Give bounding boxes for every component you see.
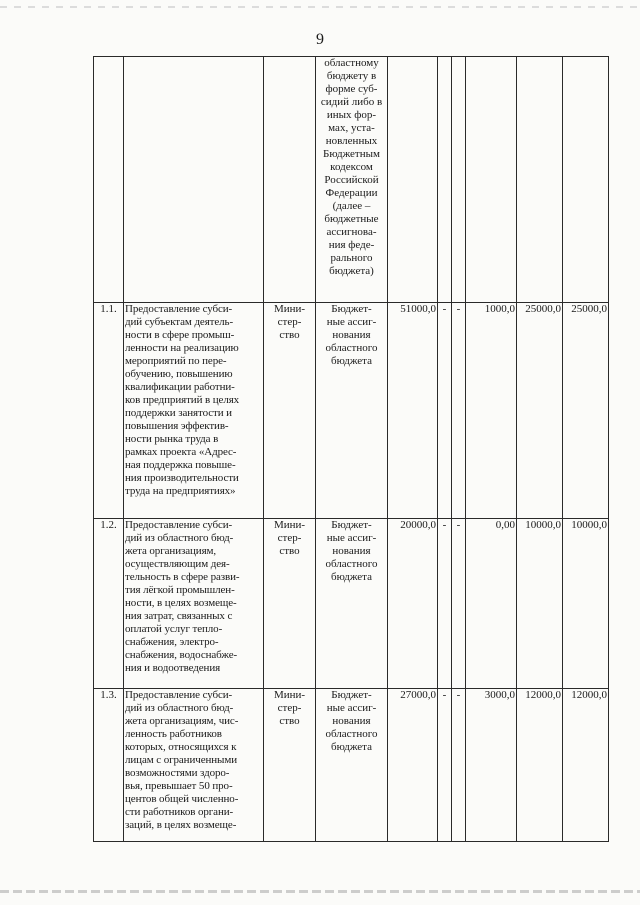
description-text: Предоставление субси- дий из областного бюд- жета организациям, осуществляющим дея- тельность в сфере разви- тия лёгкой промышлен- ности, в целях возмеще- ния затрат, связанных с оплатой услуг тепло- снабжения, электро- снабжения, водоснабже- ния и водоотведения — [125, 519, 240, 674]
row-col5: - — [438, 303, 452, 519]
table-row — [94, 519, 609, 689]
row-executor — [264, 303, 316, 519]
scan-edge-bottom — [0, 890, 640, 893]
row-year3: 12000,0 — [563, 689, 609, 842]
row-total: 51000,0 — [388, 303, 438, 519]
row-year1: 0,00 — [466, 519, 517, 689]
description-text: Предоставление субси- дий из областного бюд- жета организациям, чис- ленность работников которых, относящихся к лицам с ограниченными возможностями здоро- вья, превышает 50 про- центов общей численно- сти работников органи- заций, в целях возмеще- — [125, 689, 239, 831]
row-year1: 1000,0 — [466, 303, 517, 519]
row-col6: - — [452, 519, 466, 689]
budget-table — [93, 56, 609, 842]
cell-executor — [264, 57, 316, 303]
cell-year3 — [563, 57, 609, 303]
row-col6: - — [452, 689, 466, 842]
source-text: Бюджет- ные ассиг- нования областного бюджета — [325, 519, 378, 583]
cell-year1 — [466, 57, 517, 303]
executor-text: Мини- стер- ство — [273, 303, 306, 341]
cell-total — [388, 57, 438, 303]
table-row — [94, 689, 609, 842]
row-executor — [264, 519, 316, 689]
executor-text: Мини- стер- ство — [273, 689, 306, 727]
page-number: 9 — [316, 31, 324, 48]
cell-source — [316, 57, 388, 303]
row-description — [124, 303, 264, 519]
row-source — [316, 519, 388, 689]
source-text: Бюджет- ные ассиг- нования областного бюджета — [325, 689, 378, 753]
row-year1: 3000,0 — [466, 689, 517, 842]
executor-text: Мини- стер- ство — [273, 519, 306, 557]
row-number: 1.1. — [94, 303, 124, 519]
row-col6: - — [452, 303, 466, 519]
cell-year2 — [517, 57, 563, 303]
table-row-continuation — [94, 57, 609, 303]
cell-description — [124, 57, 264, 303]
table-row — [94, 303, 609, 519]
row-source — [316, 689, 388, 842]
row-total: 27000,0 — [388, 689, 438, 842]
cell-col5 — [438, 57, 452, 303]
source-text: Бюджет- ные ассиг- нования областного бюджета — [325, 303, 378, 367]
cell-col6 — [452, 57, 466, 303]
row-year3: 25000,0 — [563, 303, 609, 519]
row-col5: - — [438, 519, 452, 689]
row-year2: 12000,0 — [517, 689, 563, 842]
description-text: Предоставление субси- дий субъектам деятель- ности в сфере промыш- ленности на реализацию мероприятий по пере- обучению, повышению квалификации работни- ков предприятий в целях поддержки занятости и повышения эффектив- ности рынка труда в рамках проекта «Адрес- ная поддержка повыше- ния производительности труда на предприятиях» — [125, 303, 240, 497]
row-number: 1.3. — [94, 689, 124, 842]
row-number: 1.2. — [94, 519, 124, 689]
source-text: областному бюджету в форме суб- сидий либо в иных фор- мах, уста- новленных Бюджетным кодексом Российской Федерации (далее – бюджетные ассигнова- ния феде- рального бюджета) — [320, 57, 383, 277]
row-description — [124, 689, 264, 842]
row-col5: - — [438, 689, 452, 842]
cell-number — [94, 57, 124, 303]
row-year3: 10000,0 — [563, 519, 609, 689]
row-total: 20000,0 — [388, 519, 438, 689]
row-description — [124, 519, 264, 689]
row-year2: 10000,0 — [517, 519, 563, 689]
row-executor — [264, 689, 316, 842]
row-source — [316, 303, 388, 519]
scan-edge-top — [0, 6, 640, 8]
row-year2: 25000,0 — [517, 303, 563, 519]
